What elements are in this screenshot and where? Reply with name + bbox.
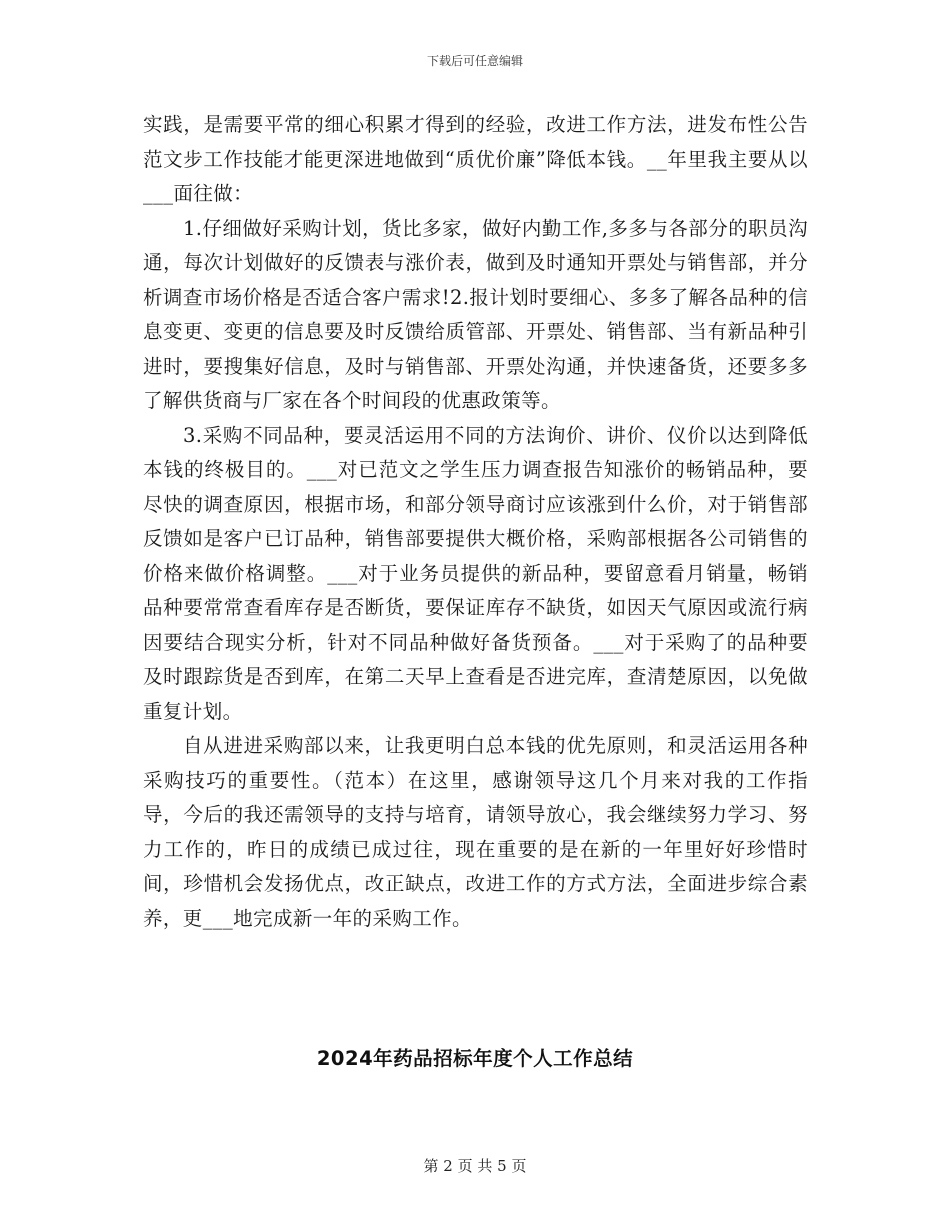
paragraph-conclusion: 自从进进采购部以来，让我更明白总本钱的优先原则，和灵活运用各种采购技巧的重要性。（范本）在这里，感谢领导这几个月来对我的工作指导，今后的我还需领导的支持与培育，请领导放心，我会继续努力学习、努力工作的，昨日的成绩已成过往，现在重要的是在新的一年里好好珍惜时间，珍惜机会发扬优点，改正缺点，改进工作的方式方法，全面进步综合素养，更___地完成新一年的采购工作。 bbox=[143, 734, 808, 930]
document-body bbox=[143, 108, 808, 936]
paragraph-item-1-2: 1.仔细做好采购计划，货比多家，做好内勤工作,多多与各部分的职员沟通，每次计划做好的反馈表与涨价表，做到及时通知开票处与销售部，并分析调查市场价格是否适合客户需求!2.报计划时要细心、多多了解各品种的信息变更、变更的信息要及时反馈给质管部、开票处、销售部、当有新品种引进时，要搜集好信息，及时与销售部、开票处沟通，并快速备货，还要多多了解供货商与厂家在各个时间段的优惠政策等。 bbox=[143, 216, 808, 412]
header-note: 下载后可任意编辑 bbox=[426, 54, 523, 68]
section-title: 2024年药品招标年度个人工作总结 bbox=[316, 1047, 634, 1070]
page-number: 第 2 页 共 5 页 bbox=[423, 1157, 527, 1175]
paragraph-item-3: 3.采购不同品种，要灵活运用不同的方法询价、讲价、仪价以达到降低本钱的终极目的。___对已范文之学生压力调查报告知涨价的畅销品种，要尽快的调查原因，根据市场，和部分领导商讨应该涨到什么价，对于销售部反馈如是客户已订品种，销售部要提供大概价格，采购部根据各公司销售的价格来做价格调整。___对于业务员提供的新品种，要留意看月销量，畅销品种要常常查看库存是否断货，要保证库存不缺货，如因天气原因或流行病因要结合现实分析，针对不同品种做好备货预备。___对于采购了的品种要及时跟踪货是否到库，在第二天早上查看是否进完库，查清楚原因，以免做重复计划。 bbox=[143, 423, 808, 723]
paragraph-intro: 实践，是需要平常的细心积累才得到的经验，改进工作方法，进发布性公告范文步工作技能才能更深进地做到“质优价廉”降低本钱。__年里我主要从以___面往做： bbox=[143, 113, 808, 205]
